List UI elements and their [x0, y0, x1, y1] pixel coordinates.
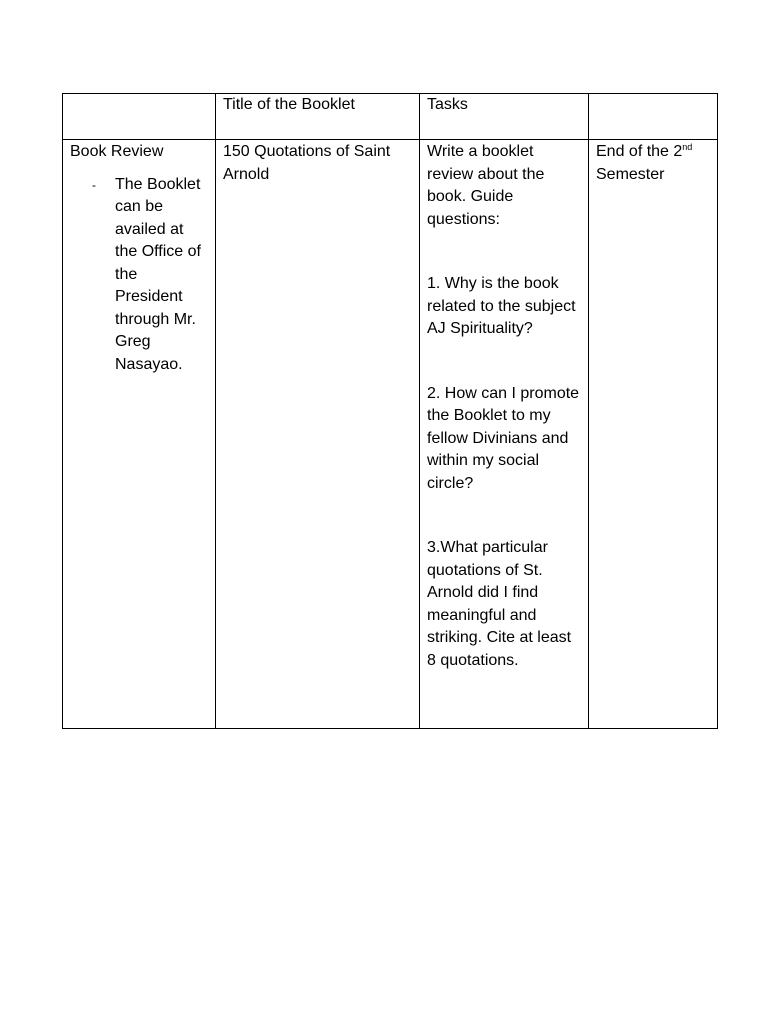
- deadline-prefix: End of the 2: [596, 143, 683, 160]
- availability-note: The Booklet can be availed at the Office of the President through Mr. Greg Nasayao.: [115, 175, 201, 373]
- dash-bullet: -: [92, 177, 96, 192]
- header-cell-title: [216, 94, 420, 140]
- table-row: [63, 140, 718, 729]
- task-intro: Write a booklet review about the book. Guide questions:: [427, 143, 545, 228]
- guide-question-2: 2. How can I promote the Booklet to my fellow Divinians and within my social circle?: [427, 384, 580, 492]
- guide-question-3: 3.What particular quotations of St. Arnold did I find meaningful and striking. Cite at least 8 quotations.: [427, 539, 572, 669]
- availability-list: [70, 174, 208, 377]
- deadline-ordinal: nd: [682, 142, 693, 152]
- tasks-cell: [420, 140, 589, 729]
- activity-label: Book Review: [70, 143, 164, 160]
- deadline-suffix: Semester: [596, 165, 665, 183]
- activity-cell: [63, 140, 216, 729]
- header-cell-activity: [63, 94, 216, 140]
- header-cell-deadline: [589, 94, 718, 140]
- header-title-label: Title of the Booklet: [223, 96, 355, 113]
- booklet-title-cell: [216, 140, 420, 729]
- guide-question-1: 1. Why is the book related to the subject AJ Spirituality?: [427, 275, 576, 337]
- header-cell-tasks: [420, 94, 589, 140]
- header-tasks-label: Tasks: [427, 96, 468, 113]
- table-header-row: [63, 94, 718, 140]
- list-item: [70, 174, 208, 377]
- booklet-title: 150 Quotations of Saint Arnold: [223, 143, 391, 183]
- deadline-cell: [589, 140, 718, 729]
- assignment-table: [62, 93, 718, 729]
